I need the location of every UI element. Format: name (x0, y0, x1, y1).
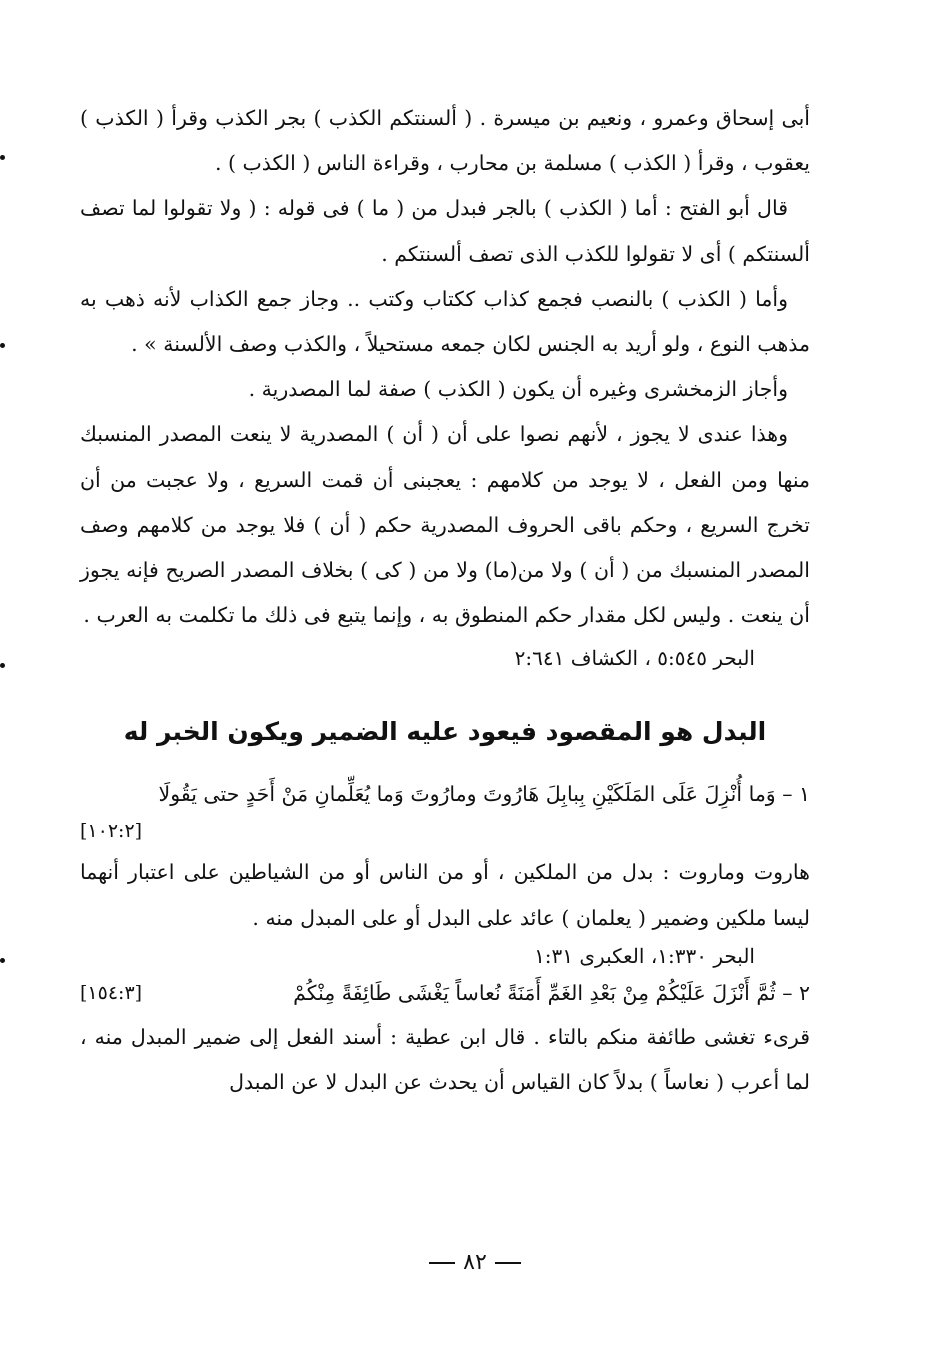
verse-reference: [١٠٢:٢] (80, 820, 143, 843)
commentary: قرىء تغشى طائفة منكم بالتاء . قال ابن عطية : أسند الفعل إلى ضمير المبدل منه ، لما أعرب ( نعاساً ) بدلاً كان القياس أن يحدث عن البدل لا عن المبدل (80, 1024, 810, 1095)
scan-mark (0, 958, 5, 963)
scan-mark (0, 663, 5, 668)
verse-reference: [١٥٤:٣] (80, 981, 143, 1004)
scan-mark (0, 343, 5, 348)
paragraph: وأما ( الكذب ) بالنصب فجمع كذاب ككتاب وكتب .. وجاز جمع الكذاب لأنه ذهب به مذهب النوع ، ولو أريد به الجنس لكان جمعه مستحيلاً ، والكذب وصف الألسنة » . (80, 286, 810, 357)
paragraph: وأجاز الزمخشرى وغيره أن يكون ( الكذب ) صفة لما المصدرية . (248, 377, 788, 402)
dash-right (495, 1262, 521, 1264)
page-number (0, 1250, 950, 1275)
paragraph: قال أبو الفتح : أما ( الكذب ) بالجر فبدل من ( ما ) فى قوله : ( ولا تقولوا لما تصف ألسنتكم ) أى لا تقولوا للكذب الذى تصف ألسنتكم . (80, 196, 810, 266)
paragraph: وهذا عندى لا يجوز ، لأنهم نصوا على أن ( أن ) المصدرية لا ينعت المصدر المنسبك منها ومن الفعل ، لا يوجد من كلامهم : يعجبنى أن قمت السريع ، ولا عجبت من أن تخرج السريع ، وحكم باقى الحروف المصدرية حكم ( أن ) فلا يوجد من كلامهم وصف المصدر المنسبك من ( أن ) ولا من(ما) ولا من ( كى ) بخلاف المصدر الصريح فإنه يجوز أن ينعت . وليس لكل مقدار حكم المنطوق به ، وإنما يتبع فى ذلك ما تكلمت به العرب . (80, 422, 810, 628)
paragraph: أبى إسحاق وعمرو ، ونعيم بن ميسرة . ( ألسنتكم الكذب ) بجر الكذب وقرأ ( الكذب ) يعقوب ، وقرأ ( الكذب ) مسلمة بن محارب ، وقراءة الناس ( الكذب ) . (80, 106, 810, 176)
citation: البحر ١:٣٣٠، العكبرى ١:٣١ (534, 943, 755, 968)
page-number-text: ٨٢ (463, 1250, 487, 1275)
section-heading: البدل هو المقصود فيعود عليه الضمير ويكون الخبر له (123, 717, 767, 747)
scan-mark (0, 155, 5, 160)
quran-verse: ١ – وَما أُنْزِلَ عَلَى المَلَكَيْنِ بِبابِلَ هَارُوتَ ومارُوتَ وَما يُعَلِّمانِ مَنْ أَحَدٍ حتى يَقُولَا (158, 782, 810, 807)
page-body (80, 96, 810, 1105)
dash-left (429, 1262, 455, 1264)
citation: البحر ٥:٥٤٥ ، الكشاف ٢:٦٤١ (514, 646, 755, 671)
quran-verse-row (80, 971, 810, 1015)
quran-verse: ٢ – ثُمَّ أَنْزَلَ عَلَيْكُمْ مِنْ بَعْدِ الغَمِّ أَمَنَةً نُعاساً يَغْشَى طَائِفَةً مِنْكُمْ (293, 980, 810, 1005)
commentary: هاروت وماروت : بدل من الملكين ، أو من الناس أو من الشياطين على اعتبار أنهما ليسا ملكين وضمير ( يعلمان ) عائد على البدل أو على المبدل منه . (80, 860, 810, 930)
